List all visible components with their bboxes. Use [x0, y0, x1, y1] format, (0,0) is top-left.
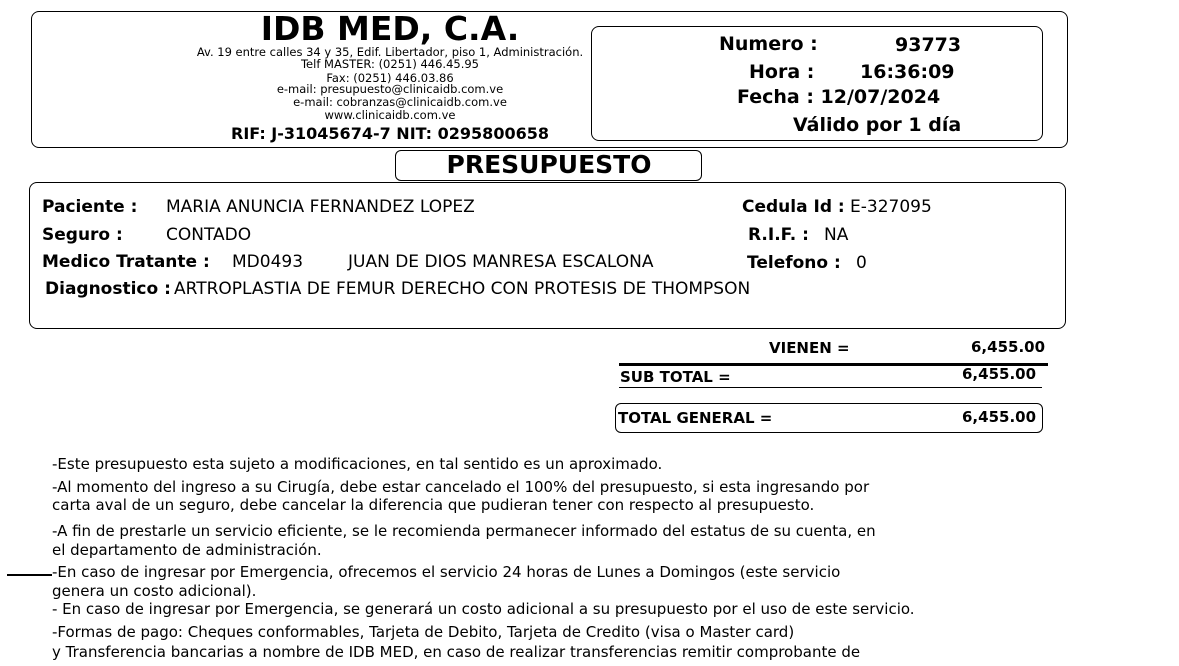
- cedula-label: Cedula Id :: [742, 197, 845, 217]
- company-fax: Fax: (0251) 446.03.86: [326, 71, 454, 85]
- note-line: -Este presupuesto esta sujeto a modificaciones, en tal sentido es un aproximado.: [52, 455, 663, 473]
- subtotal-label: SUB TOTAL =: [620, 368, 731, 386]
- paciente-label: Paciente :: [42, 197, 138, 217]
- vienen-label: VIENEN =: [769, 339, 850, 357]
- note-line: -Al momento del ingreso a su Cirugía, debe estar cancelado el 100% del presupuesto, si esta ingresando por: [52, 478, 870, 496]
- company-website: www.clinicaidb.com.ve: [324, 108, 456, 122]
- rif-value: NA: [824, 225, 849, 245]
- note-line: el departamento de administración.: [52, 541, 322, 559]
- numero-value: 93773: [895, 34, 962, 56]
- valido: Válido por 1 día: [793, 114, 962, 136]
- hora-label: Hora :: [749, 61, 815, 83]
- company-email-collections: e-mail: cobranzas@clinicaidb.com.ve: [293, 95, 507, 109]
- note-line: - En caso de ingresar por Emergencia, se generará un costo adicional a su presupuesto por el uso de este servicio.: [52, 600, 915, 618]
- total-general-value: 6,455.00: [962, 408, 1037, 426]
- seguro-label: Seguro :: [42, 225, 123, 245]
- margin-line: [7, 574, 52, 576]
- numero-label: Numero :: [719, 33, 818, 55]
- medico-name: JUAN DE DIOS MANRESA ESCALONA: [348, 252, 654, 272]
- note-line: y Transferencia bancarias a nombre de IDB MED, en caso de realizar transferencias remitir comprobante de: [52, 643, 861, 661]
- company-name: IDB MED, C.A.: [260, 9, 520, 48]
- telefono-label: Telefono :: [747, 253, 841, 273]
- note-line: -En caso de ingresar por Emergencia, ofrecemos el servicio 24 horas de Lunes a Domingos (este servicio: [52, 563, 841, 581]
- vienen-value: 6,455.00: [971, 338, 1046, 356]
- note-line: carta aval de un seguro, debe cancelar la diferencia que pudieran tener con respecto al presupuesto.: [52, 496, 815, 514]
- diagnostico-value: ARTROPLASTIA DE FEMUR DERECHO CON PROTESIS DE THOMPSON: [174, 279, 751, 299]
- note-line: -Formas de pago: Cheques conformables, Tarjeta de Debito, Tarjeta de Credito (visa o Master card): [52, 623, 795, 641]
- company-address: Av. 19 entre calles 34 y 35, Edif. Libertador, piso 1, Administración.: [196, 45, 584, 59]
- subtotal-value: 6,455.00: [962, 365, 1037, 383]
- company-email-budget: e-mail: presupuesto@clinicaidb.com.ve: [276, 82, 504, 96]
- medico-code: MD0493: [232, 252, 304, 272]
- subtotal-underline: [619, 387, 1042, 388]
- paciente-value: MARIA ANUNCIA FERNANDEZ LOPEZ: [166, 197, 475, 217]
- company-rif-nit: RIF: J-31045674-7 NIT: 0295800658: [231, 124, 549, 143]
- company-phone: Telf MASTER: (0251) 446.45.95: [300, 57, 479, 71]
- medico-label: Medico Tratante :: [42, 252, 210, 272]
- seguro-value: CONTADO: [166, 225, 252, 245]
- diagnostico-label: Diagnostico :: [45, 279, 171, 299]
- note-line: genera un costo adicional).: [52, 582, 257, 600]
- telefono-value: 0: [856, 253, 867, 273]
- hora-value: 16:36:09: [860, 61, 955, 83]
- total-general-label: TOTAL GENERAL =: [618, 409, 773, 427]
- cedula-value: E-327095: [850, 197, 932, 217]
- note-line: -A fin de prestarle un servicio eficiente, se le recomienda permanecer informado del estatus de su cuenta, en: [52, 522, 876, 540]
- rif-label: R.I.F. :: [748, 225, 809, 245]
- fecha: Fecha : 12/07/2024: [737, 86, 941, 108]
- page-title: PRESUPUESTO: [446, 150, 652, 179]
